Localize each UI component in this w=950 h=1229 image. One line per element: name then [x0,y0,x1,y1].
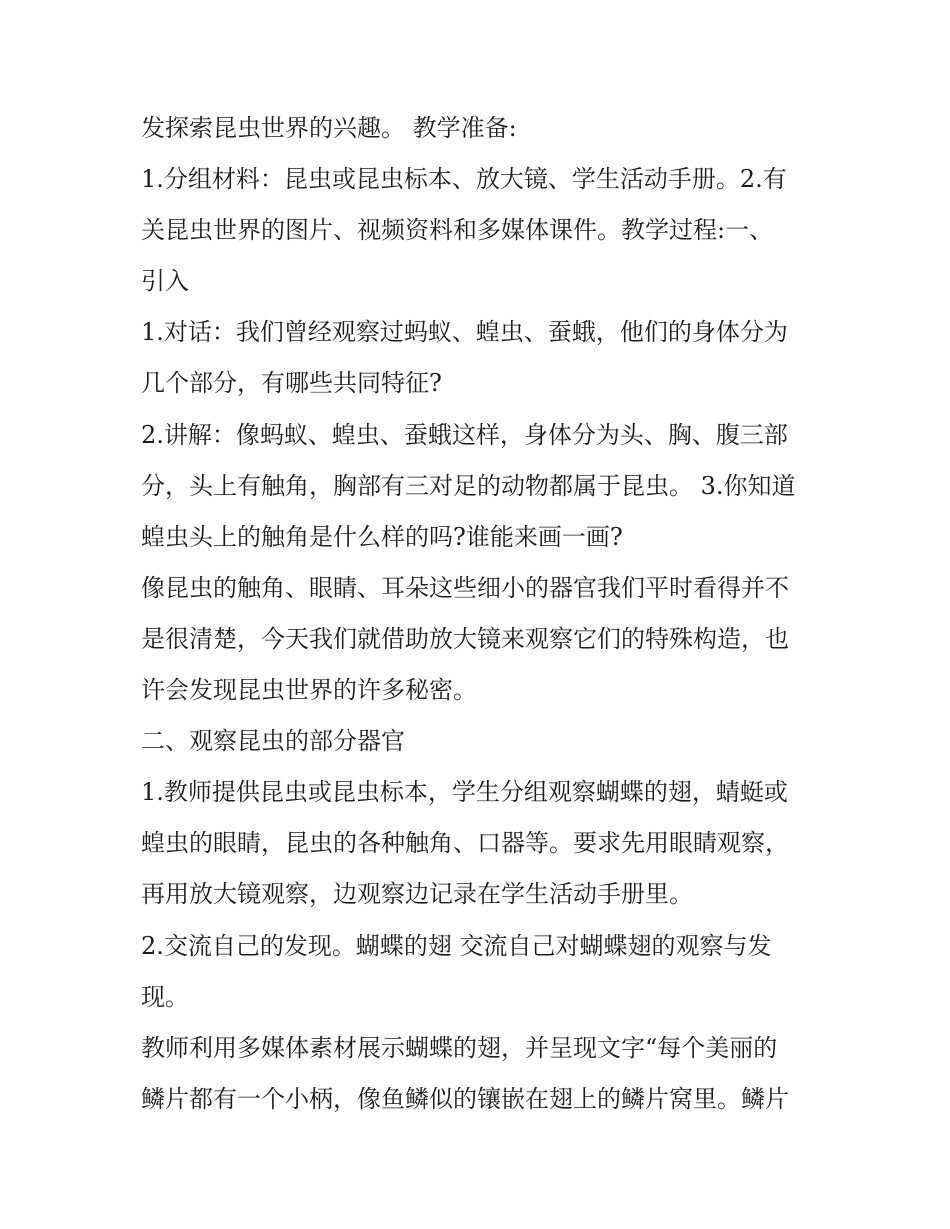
text-line: 几个部分，有哪些共同特征? [141,369,442,398]
text-line: 2.交流自己的发现。蝴蝶的翅 交流自己对蝴蝶翅的观察与发 [141,931,772,960]
text-line: 现。 [141,982,189,1011]
text-line: 教师利用多媒体素材展示蝴蝶的翅，并呈现文字“每个美丽的 [141,1033,778,1062]
text-line: 关昆虫世界的图片、视频资料和多媒体课件。教学过程:一、 [141,216,774,245]
text-line: 许会发现昆虫世界的许多秘密。 [141,676,477,705]
section-heading: 二、观察昆虫的部分器官 [141,727,405,756]
text-line: 1.分组材料：昆虫或昆虫标本、放大镜、学生活动手册。2.有 [141,165,787,194]
text-line: 蝗虫的眼睛，昆虫的各种触角、口器等。要求先用眼睛观察， [141,829,789,858]
text-line: 分，头上有触角，胸部有三对足的动物都属于昆虫。 3.你知道 [141,471,796,500]
text-line: 蝗虫头上的触角是什么样的吗?谁能来画一画? [141,522,623,551]
text-line: 像昆虫的触角、眼睛、耳朵这些细小的器官我们平时看得并不 [141,573,789,602]
text-line: 1.教师提供昆虫或昆虫标本，学生分组观察蝴蝶的翅，蜻蜓或 [141,778,788,807]
text-line: 发探索昆虫世界的兴趣。 教学准备: [141,114,517,142]
text-line: 引入 [141,267,189,296]
text-line: 是很清楚，今天我们就借助放大镜来观察它们的特殊构造，也 [141,624,789,653]
text-line: 再用放大镜观察，边观察边记录在学生活动手册里。 [141,880,693,909]
text-line: 2.讲解：像蚂蚁、蝗虫、蚕蛾这样，身体分为头、胸、腹三部 [141,420,788,449]
text-line: 1.对话：我们曾经观察过蚂蚁、蝗虫、蚕蛾，他们的身体分为 [141,318,788,347]
body-text [141,103,821,1125]
text-line: 鳞片都有一个小柄，像鱼鳞似的镶嵌在翅上的鳞片窝里。鳞片 [141,1084,789,1113]
